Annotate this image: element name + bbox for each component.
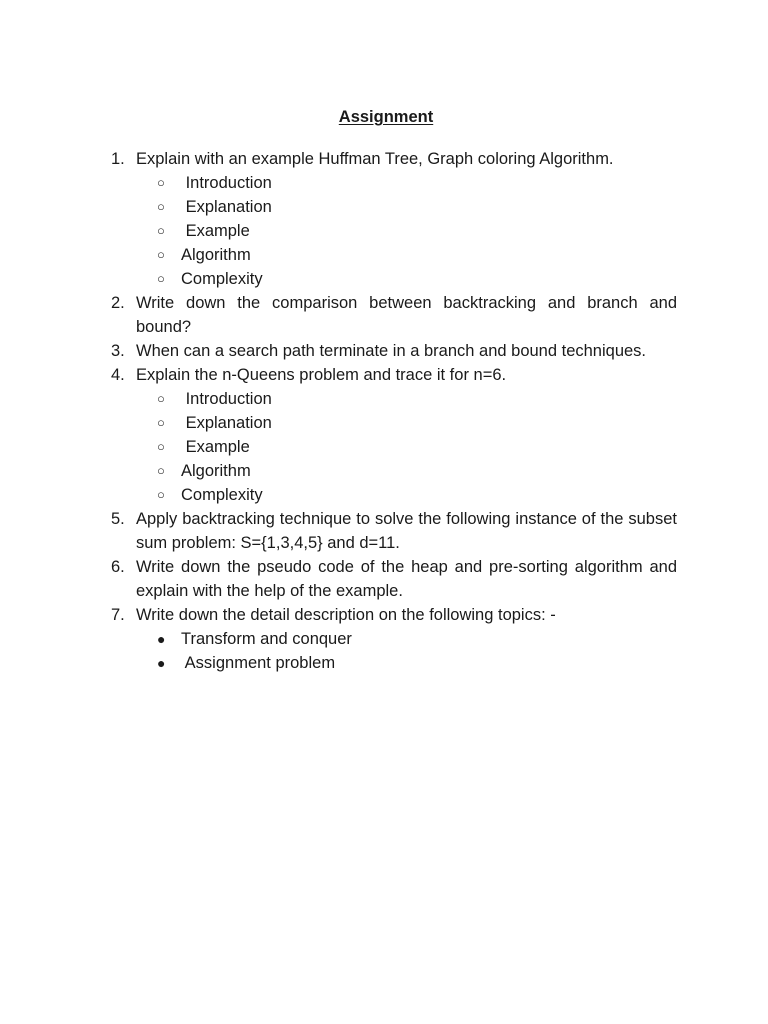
sub-list xyxy=(136,627,677,675)
question-text: Explain with an example Huffman Tree, Graph coloring Algorithm. xyxy=(136,150,614,168)
sub-item xyxy=(136,171,677,195)
hollow-bullet-icon: ○ xyxy=(157,487,165,502)
question-number: 1. xyxy=(111,150,125,168)
question-text: Write down the comparison between backtracking and branch and bound? xyxy=(136,294,677,336)
question-item xyxy=(111,603,677,675)
question-item xyxy=(111,507,677,555)
sub-item-text: Introduction xyxy=(181,174,272,192)
sub-item xyxy=(136,387,677,411)
question-text: Explain the n-Queens problem and trace it for n=6. xyxy=(136,366,507,384)
hollow-bullet-icon: ○ xyxy=(157,439,165,454)
document-title: Assignment xyxy=(338,108,434,126)
sub-item xyxy=(136,219,677,243)
sub-item-text: Complexity xyxy=(181,486,263,504)
sub-item-text: Transform and conquer xyxy=(181,630,352,648)
question-item xyxy=(111,339,677,363)
hollow-bullet-icon: ○ xyxy=(157,415,165,430)
sub-item xyxy=(136,627,677,651)
question-text: Write down the detail description on the following topics: - xyxy=(136,606,556,624)
question-number: 3. xyxy=(111,342,125,360)
hollow-bullet-icon: ○ xyxy=(157,247,165,262)
sub-item xyxy=(136,411,677,435)
sub-item xyxy=(136,195,677,219)
sub-item-text: Example xyxy=(181,438,250,456)
question-number: 7. xyxy=(111,606,125,624)
hollow-bullet-icon: ○ xyxy=(157,223,165,238)
sub-item-text: Explanation xyxy=(181,198,272,216)
filled-bullet-icon: ● xyxy=(157,631,166,647)
filled-bullet-icon: ● xyxy=(157,655,166,671)
question-item xyxy=(111,291,677,339)
question-number: 6. xyxy=(111,558,125,576)
question-number: 2. xyxy=(111,294,125,312)
sub-item xyxy=(136,267,677,291)
hollow-bullet-icon: ○ xyxy=(157,271,165,286)
sub-item xyxy=(136,459,677,483)
question-item xyxy=(111,363,677,507)
sub-item xyxy=(136,243,677,267)
question-list xyxy=(111,147,677,675)
question-text: Apply backtracking technique to solve the following instance of the subset sum problem: S={1,3,4,5} and d=11. xyxy=(136,510,677,552)
sub-item xyxy=(136,435,677,459)
question-text: When can a search path terminate in a branch and bound techniques. xyxy=(136,342,647,360)
sub-list xyxy=(136,387,677,507)
question-text: Write down the pseudo code of the heap and pre-sorting algorithm and explain with the help of the example. xyxy=(136,558,677,600)
question-number: 4. xyxy=(111,366,125,384)
sub-item-text: Example xyxy=(181,222,250,240)
hollow-bullet-icon: ○ xyxy=(157,175,165,190)
question-item xyxy=(111,147,677,291)
sub-item-text: Explanation xyxy=(181,414,272,432)
question-item xyxy=(111,555,677,603)
sub-list xyxy=(136,171,677,291)
question-number: 5. xyxy=(111,510,125,528)
sub-item-text: Complexity xyxy=(181,270,263,288)
sub-item xyxy=(136,483,677,507)
sub-item-text: Algorithm xyxy=(181,462,251,480)
hollow-bullet-icon: ○ xyxy=(157,199,165,214)
sub-item-text: Assignment problem xyxy=(181,654,336,672)
hollow-bullet-icon: ○ xyxy=(157,463,165,478)
sub-item-text: Algorithm xyxy=(181,246,251,264)
sub-item-text: Introduction xyxy=(181,390,272,408)
hollow-bullet-icon: ○ xyxy=(157,391,165,406)
sub-item xyxy=(136,651,677,675)
